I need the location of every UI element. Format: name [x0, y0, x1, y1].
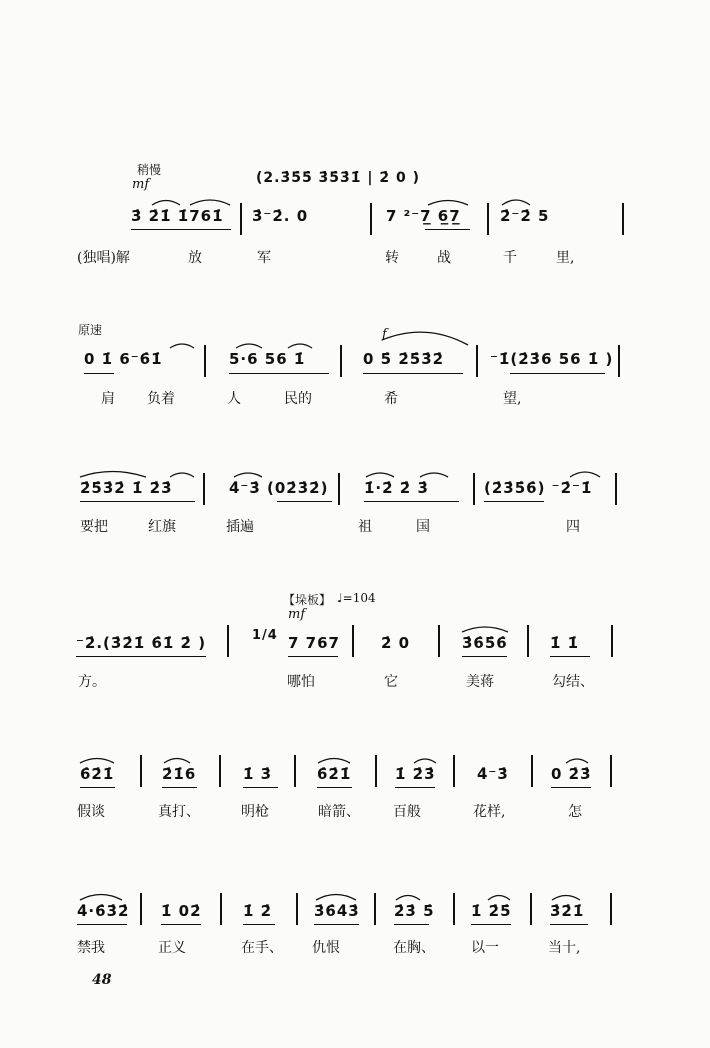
lyric-6-6: 以一 — [471, 940, 499, 956]
slur — [382, 332, 468, 345]
measure-5-2: 2̇1̇6 — [162, 765, 197, 783]
measure-4-4: 3̇6̇5̇6̇ — [462, 634, 508, 652]
slur — [80, 895, 122, 901]
measure-1-2: 3̇⁻2̇. 0 — [252, 207, 309, 225]
time-signature: 1/4 — [252, 628, 278, 643]
lyric-5-7: 怎 — [568, 804, 582, 820]
lyric-5-4: 暗箭、 — [318, 804, 360, 820]
slur — [414, 759, 436, 763]
dynamic-mf: mf — [132, 177, 150, 192]
metronome-marking: ♩=104 — [337, 591, 376, 605]
measure-6-5: 2̇3̇ 5̇ — [394, 902, 435, 920]
lyric-4-3: 它 — [384, 674, 398, 690]
accompaniment-overlay: (2.3̇5̇5̇ 3̇5̇3̇1̇ | 2̇ 0 ) — [256, 170, 421, 186]
lyric-2-4: 民的 — [284, 391, 312, 407]
measure-6-3: 1̇ 2̇ — [243, 902, 273, 920]
lyric-2-5: 希 — [384, 391, 398, 407]
measure-3-2: 4̇⁻3̇ (02̇3̇2̇) — [229, 479, 329, 497]
slur — [420, 473, 448, 477]
lyric-3-6: 四 — [566, 519, 580, 535]
lyric-1-6: 千 — [503, 250, 517, 266]
slur — [190, 200, 230, 205]
tempo-marking-original: 原速 — [78, 323, 103, 337]
measure-3-3: 1̇·2̇ 2̇ 3̇ — [364, 479, 429, 497]
page-number: 48 — [92, 972, 112, 988]
lyric-5-6: 花样, — [473, 804, 506, 820]
slur — [170, 344, 194, 348]
lyric-3-5: 国 — [416, 519, 430, 535]
lyric-4-4: 美蒋 — [466, 674, 494, 690]
slur — [502, 200, 530, 205]
lyric-6-7: 当十, — [548, 940, 581, 956]
lyric-3-2: 红旗 — [148, 519, 176, 535]
slur — [488, 896, 510, 901]
lyric-3-4: 祖 — [358, 519, 372, 535]
slur — [566, 759, 588, 763]
lyric-5-3: 明枪 — [241, 804, 269, 820]
lyric-3-1: 要把 — [80, 519, 108, 535]
measure-4-5: 1̇ 1̇ — [550, 634, 580, 652]
lyric-2-6: 望, — [503, 391, 522, 407]
lyric-5-5: 百般 — [393, 804, 421, 820]
measure-3-4: (2̇3̇5̇6̇) ⁻2̇⁻1̇ — [484, 479, 593, 497]
measure-1-4: 2̇⁻2̇ 5 — [500, 207, 550, 225]
lyric-1-5: 战 — [437, 250, 451, 266]
measure-2-4: ⁻1̇(2̇3̇6 56 1̇ ) — [490, 350, 614, 368]
slur — [552, 896, 580, 901]
lyric-2-1: 肩 — [101, 391, 115, 407]
lyric-2-2: 负着 — [147, 391, 175, 407]
slur — [462, 627, 508, 632]
lyric-6-3: 在手、 — [241, 940, 283, 956]
measure-2-3: 0 5̇ 2̇5̇3̇2̇ — [363, 350, 445, 368]
measure-5-4: 6̇2̇1̇ — [317, 765, 352, 783]
lyric-6-2: 正义 — [158, 940, 186, 956]
slur — [170, 473, 194, 477]
slur — [396, 896, 420, 901]
measure-3-1: 2̇5̇3̇2̇ 1̇ 2̇3̇ — [80, 479, 173, 497]
lyric-6-5: 在胸、 — [393, 940, 435, 956]
slur — [570, 472, 600, 477]
measure-5-5: 1̇ 2̇3̇ — [395, 765, 436, 783]
slur — [164, 759, 190, 764]
measure-4-2: 7 767 — [288, 634, 340, 652]
lyric-1-7: 里, — [556, 250, 575, 266]
dynamic-mf: mf — [288, 607, 306, 622]
measure-6-7: 3̇2̇1̇ — [550, 902, 585, 920]
lyric-4-2: 哪怕 — [287, 674, 315, 690]
measure-4-1: ⁻2̇.(3̇2̇1̇ 6̇1̇ 2̇ ) — [76, 634, 207, 652]
lyric-2-3: 人 — [227, 391, 241, 407]
slur — [80, 472, 146, 478]
slur — [236, 344, 262, 348]
section-marking: 【垛板】 — [283, 593, 332, 607]
lyric-1-3: 军 — [257, 250, 271, 266]
lyric-6-4: 仇恨 — [312, 940, 340, 956]
measure-6-4: 3̇6̇4̇3̇ — [314, 902, 360, 920]
measure-6-6: 1̇ 2̇5̇ — [471, 902, 512, 920]
lyric-5-1: 假谈 — [77, 804, 105, 820]
tempo-marking-slow: 稍慢 — [137, 163, 162, 177]
measure-5-1: 6̇2̇1̇ — [80, 765, 115, 783]
measure-5-7: 0 2̇3̇ — [551, 765, 592, 783]
lyric-1-1: (独唱)解 — [77, 250, 130, 266]
slur — [288, 344, 312, 348]
dynamic-f: f — [382, 327, 387, 342]
lyric-1-4: 转 — [385, 250, 399, 266]
measure-5-6: 4̇⁻3̇ — [477, 765, 509, 783]
slur — [80, 759, 114, 764]
lyric-6-1: 禁我 — [77, 940, 105, 956]
slur — [428, 201, 468, 206]
slur — [316, 895, 356, 901]
lyric-5-2: 真打、 — [158, 804, 200, 820]
measure-6-2: 1̇ 02̇ — [161, 902, 202, 920]
measure-6-1: 4̇·6̇3̇2̇ — [77, 902, 130, 920]
slur — [234, 473, 262, 477]
measure-5-3: 1̇ 3̇ — [243, 765, 273, 783]
measure-2-2: 5·6 56 1̇ — [229, 350, 306, 368]
measure-4-3: 2̇ 0 — [381, 634, 411, 652]
measure-2-1: 0 1̇ 6⁻6̇1̇ — [84, 350, 163, 368]
slur — [152, 201, 180, 206]
measure-1-3: 7 ²⁻7̲ 6̲7̲ — [386, 207, 461, 225]
slur — [318, 759, 350, 764]
lyric-4-1: 方。 — [78, 674, 106, 690]
lyric-4-5: 勾结、 — [552, 674, 594, 690]
measure-1-1: 3̇ 2̇1̇ 1̇761̇ — [131, 207, 224, 225]
slur — [366, 473, 394, 477]
lyric-3-3: 插遍 — [226, 519, 254, 535]
lyric-1-2: 放 — [188, 250, 202, 266]
